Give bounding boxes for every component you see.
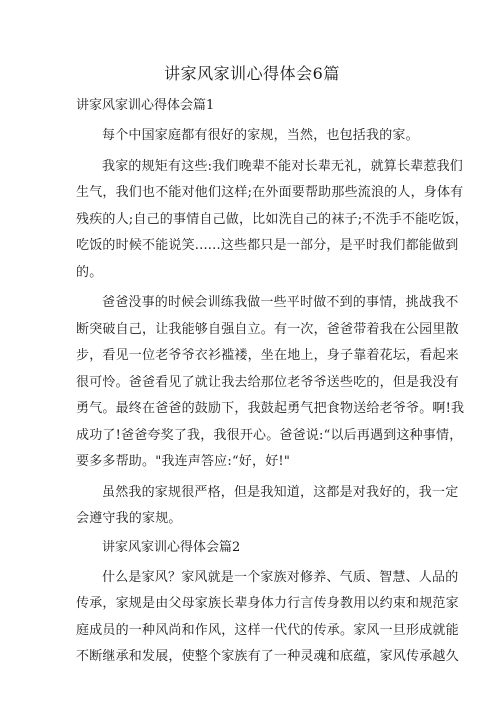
paragraph-line: 吃饭的时候不能说笑......这些都只是一部分，是平时我们都能做到: [76, 238, 459, 253]
section-heading: 讲家风家训心得体会篇1: [76, 98, 215, 113]
section-heading: 讲家风家训心得体会篇2: [102, 539, 241, 555]
paragraph-line: 生气，我们也不能对他们这样;在外面要帮助那些流浪的人，身体有: [76, 185, 464, 200]
paragraph: [76, 480, 459, 533]
document-body: [76, 95, 468, 671]
paragraph-line: 庭成员的一种风尚和作风，这样一代代的传承。家风一旦形成就能: [76, 622, 459, 638]
paragraph-line: 爸爸没事的时候会训练我做一些平时做不到的事情，挑战我不: [102, 295, 459, 310]
paragraph: [76, 290, 465, 476]
paragraph-line: 传承，家规是由父母家族长辈身体力行言传身教用以约束和规范家: [76, 596, 459, 611]
paragraph-line: 我家的规矩有这些:我们晚辈不能对长辈无礼，就算长辈惹我们: [102, 158, 463, 174]
paragraph-line: 残疾的人;自己的事情自己做，比如洗自己的袜子;不洗手不能吃饭，: [76, 211, 468, 227]
paragraph-line: 步，看见一位老爷爷衣衫褴褛，坐在地上，身子靠着花坛，看起来: [76, 348, 459, 363]
paragraph-line: 勇气。最终在爸爸的鼓励下，我鼓起勇气把食物送给老爷爷。啊!我: [76, 401, 465, 416]
paragraph: [76, 154, 468, 287]
paragraph-line: 会遵守我的家规。: [76, 511, 182, 526]
paragraph-line: 要多多帮助。"我连声答应:“好，好!": [76, 454, 291, 469]
paragraph-line: 每个中国家庭都有很好的家规，当然，也包括我的家。: [102, 128, 419, 143]
paragraph-line: 断突破自己，让我能够自强自立。有一次，爸爸带着我在公园里散: [76, 321, 459, 337]
paragraph: [76, 123, 428, 150]
paragraph: [76, 565, 459, 671]
paragraph-line: 很可怜。爸爸看见了就让我去给那位老爷爷送些吃的，但是我没有: [76, 374, 459, 390]
paragraph-line: 的。: [76, 264, 103, 280]
document-title: 讲家风家训心得体会6篇: [164, 64, 340, 83]
paragraph-line: 什么是家风？家风就是一个家族对修养、气质、智慧、人品的: [102, 569, 459, 585]
paragraph-line: 虽然我的家规很严格，但是我知道，这都是对我好的，我一定: [102, 484, 459, 500]
paragraph-line: 不断继承和发展，使整个家族有了一种灵魂和底蕴，家风传承越久: [76, 649, 459, 664]
paragraph-line: 成功了!爸爸夸奖了我，我很开心。爸爸说:“以后再遇到这种事情，: [76, 427, 463, 443]
